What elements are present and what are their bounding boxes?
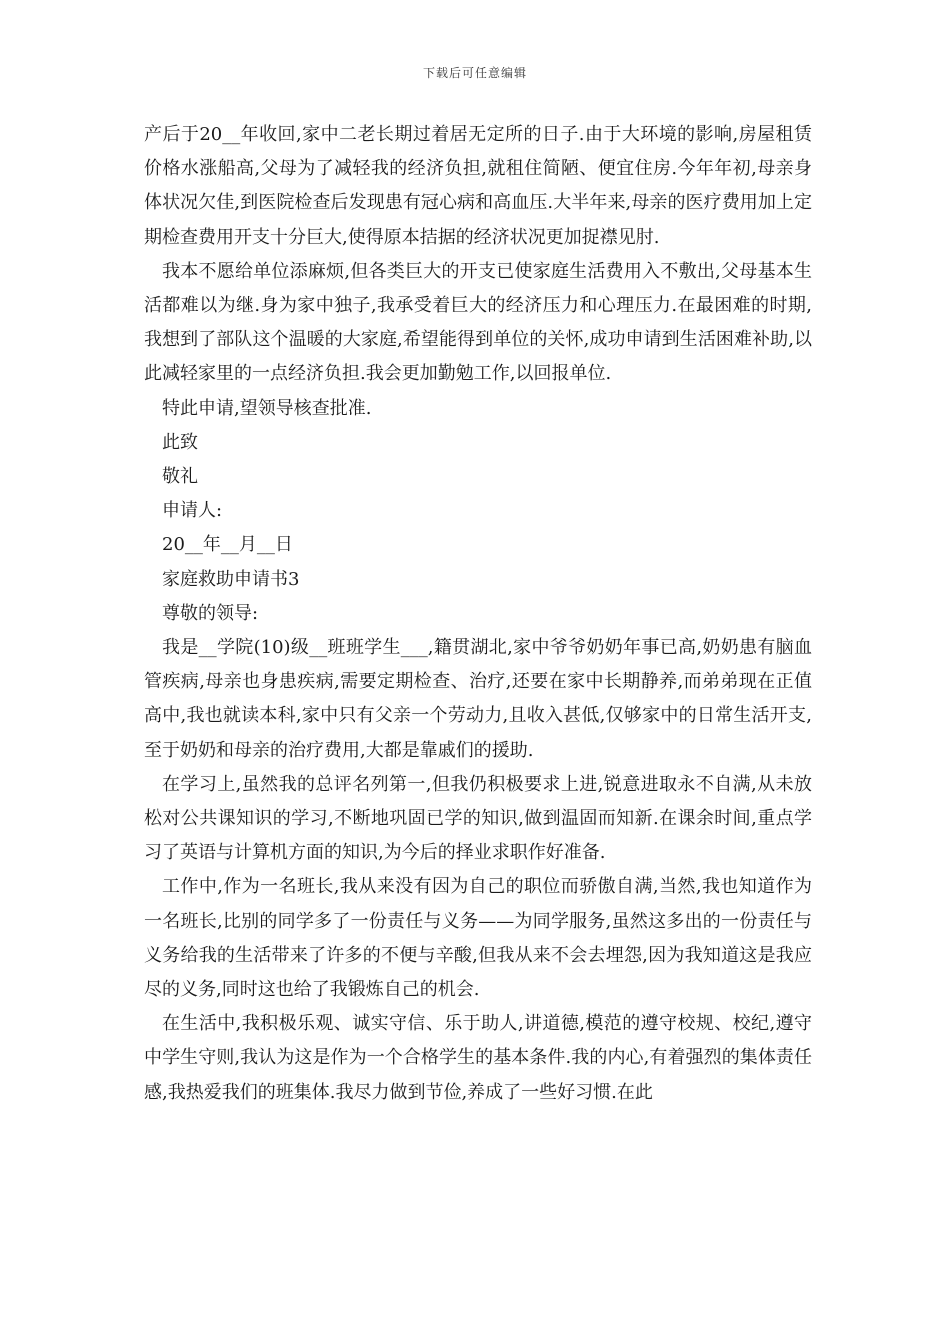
page-header: 下载后可任意编辑	[422, 66, 527, 80]
closing-regards: 敬礼	[162, 466, 198, 488]
paragraph: 产后于20__年收回,家中二老长期过着居无定所的日子.由于大环境的影响,房屋租赁价格水涨船高,父母为了减轻我的经济负担,就租住简陋、便宜住房.今年年初,母亲身体状况欠佳,到医院检查后发现患有冠心病和高血压.大半年来,母亲的医疗费用加上定期检查费用开支十分巨大,使得原本拮据的经济状况更加捉襟见肘.	[144, 124, 812, 248]
paragraph: 在生活中,我积极乐观、诚实守信、乐于助人,讲道德,模范的遵守校规、校纪,遵守中学生守则,我认为这是作为一个合格学生的基本条件.我的内心,有着强烈的集体责任感,我热爱我们的班集体.我尽力做到节俭,养成了一些好习惯.在此	[144, 1013, 812, 1103]
section-title: 家庭救助申请书3	[162, 568, 300, 590]
date-line: 20__年__月__日	[162, 534, 293, 556]
applicant-label: 申请人:	[162, 500, 223, 522]
paragraph: 我是__学院(10)级__班班学生___,籍贯湖北,家中爷爷奶奶年事已高,奶奶患有脑血管疾病,母亲也身患疾病,需要定期检查、治疗,还要在家中长期静养,而弟弟现在正值高中,我也就读本科,家中只有父亲一个劳动力,且收入甚低,仅够家中的日常生活开支,至于奶奶和母亲的治疗费用,大都是靠戚们的援助.	[144, 637, 812, 761]
document-body	[144, 118, 812, 1110]
paragraph: 特此申请,望领导核查批准.	[162, 397, 372, 419]
closing-salutation: 此致	[162, 431, 198, 453]
paragraph: 工作中,作为一名班长,我从来没有因为自己的职位而骄傲自满,当然,我也知道作为一名班长,比别的同学多了一份责任与义务——为同学服务,虽然这多出的一份责任与义务给我的生活带来了许多的不便与辛酸,但我从来不会去埋怨,因为我知道这是我应尽的义务,同时这也给了我锻炼自己的机会.	[144, 876, 812, 1001]
paragraph: 我本不愿给单位添麻烦,但各类巨大的开支已使家庭生活费用入不敷出,父母基本生活都难以为继.身为家中独子,我承受着巨大的经济压力和心理压力.在最困难的时期,我想到了部队这个温暖的大家庭,希望能得到单位的关怀,成功申请到生活困难补助,以此减轻家里的一点经济负担.我会更加勤勉工作,以回报单位.	[144, 260, 812, 385]
paragraph: 在学习上,虽然我的总评名列第一,但我仍积极要求上进,锐意进取永不自满,从未放松对公共课知识的学习,不断地巩固已学的知识,做到温固而知新.在课余时间,重点学习了英语与计算机方面的知识,为今后的择业求职作好准备.	[144, 773, 812, 864]
greeting: 尊敬的领导:	[162, 602, 259, 624]
